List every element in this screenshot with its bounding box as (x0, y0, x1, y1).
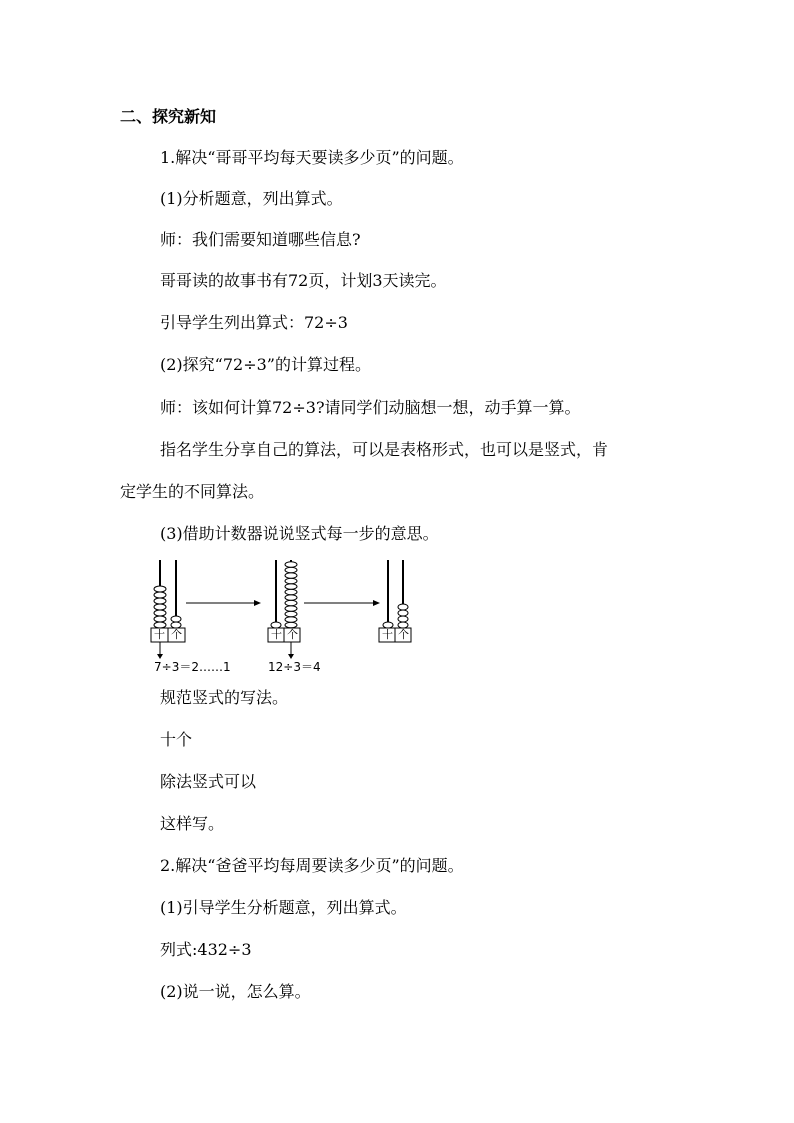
paragraph-line: 指名学生分享自己的算法，可以是表格形式，也可以是竖式，肯 (160, 440, 609, 459)
paragraph-line: 师：我们需要知道哪些信息? (160, 230, 361, 249)
section-heading: 二、探究新知 (120, 107, 217, 126)
paragraph-line: (1)分析题意，列出算式。 (160, 189, 343, 208)
paragraph-line: 定学生的不同算法。 (120, 482, 265, 501)
figure-caption: 12÷3＝4 (268, 660, 321, 674)
tens-label: 十 (154, 628, 165, 641)
paragraph-line: (2)探究“72÷3”的计算过程。 (160, 355, 371, 374)
paragraph-line: 2.解决“爸爸平均每周要读多少页”的问题。 (160, 856, 464, 875)
paragraph-line: (2)说一说，怎么算。 (160, 982, 311, 1001)
paragraph-line: 十个 (160, 730, 193, 749)
paragraph-line: 规范竖式的写法。 (160, 688, 289, 707)
paragraph-line: 列式:432÷3 (160, 940, 252, 959)
counter-1 (151, 560, 185, 659)
paragraph-line: 1.解决“哥哥平均每天要读多少页”的问题。 (160, 148, 464, 167)
tens-label: 十 (271, 628, 282, 641)
figure-caption: 7÷3＝2……1 (154, 660, 231, 674)
paragraph-line: 哥哥读的故事书有72页，计划3天读完。 (160, 271, 447, 290)
paragraph-line: 师：该如何计算72÷3?请同学们动脑想一想，动手算一算。 (160, 398, 581, 417)
counter-2 (268, 560, 300, 659)
arrow-right-icon (304, 600, 380, 606)
paragraph-line: 这样写。 (160, 814, 225, 833)
paragraph-line: 除法竖式可以 (160, 772, 257, 791)
ones-label: 个 (287, 628, 298, 641)
ones-label: 个 (398, 628, 409, 641)
ones-label: 个 (171, 628, 182, 641)
counter-figure (148, 556, 428, 680)
paragraph-line: (3)借助计数器说说竖式每一步的意思。 (160, 524, 439, 543)
arrow-right-icon (186, 600, 261, 606)
paragraph-line: (1)引导学生分析题意，列出算式。 (160, 898, 407, 917)
paragraph-line: 引导学生列出算式：72÷3 (160, 313, 348, 332)
tens-label: 十 (382, 628, 393, 641)
